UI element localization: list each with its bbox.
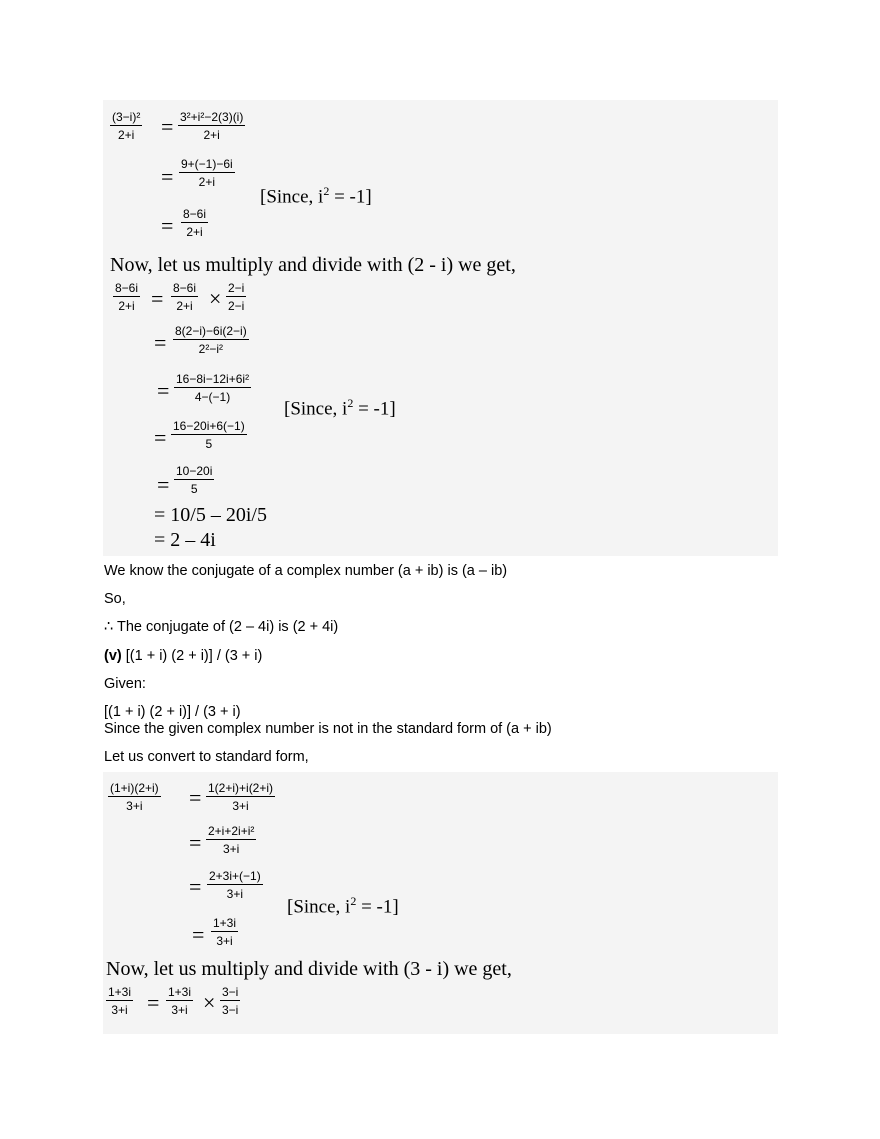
equals-sign: = xyxy=(161,114,174,139)
therefore-text: ∴ The conjugate of (2 – 4i) is (2 + 4i) xyxy=(104,619,339,635)
numerator: 16−20i+6(−1) xyxy=(173,419,245,433)
numerator: 16−8i−12i+6i² xyxy=(176,372,250,386)
fraction xyxy=(174,372,251,404)
fraction xyxy=(226,281,246,313)
equals-sign: = xyxy=(192,922,205,947)
denominator: 2+i xyxy=(203,128,220,142)
not-standard-text: Since the given complex number is not in the standard form of (a + ib) xyxy=(104,721,552,737)
so-text: So, xyxy=(104,591,126,607)
equals-sign: = xyxy=(151,286,164,311)
denominator: 3+i xyxy=(216,934,233,948)
numerator: 3−i xyxy=(222,985,239,999)
denominator: 2+i xyxy=(117,128,135,142)
convert-text: Let us convert to standard form, xyxy=(104,749,309,765)
result-line: = 10/5 – 20i/5 xyxy=(154,504,267,526)
multiply-divide-line: Now, let us multiply and divide with (2 - i) we get, xyxy=(110,254,516,276)
denominator: 3+i xyxy=(126,799,143,813)
fraction xyxy=(179,157,235,189)
given-text: Given: xyxy=(104,676,146,692)
conjugate-rule-text: We know the conjugate of a complex number (a + ib) is (a – ib) xyxy=(104,563,508,579)
denominator: 3+i xyxy=(223,842,240,856)
numerator: 3²+i²−2(3)(i) xyxy=(180,110,244,124)
denominator: 2−i xyxy=(228,299,245,313)
denominator: 4−(−1) xyxy=(194,390,231,404)
result-line: = 2 – 4i xyxy=(154,529,216,551)
times-sign: × xyxy=(203,990,216,1015)
times-sign: × xyxy=(209,286,222,311)
equals-sign: = xyxy=(161,164,174,189)
denominator: 2+i xyxy=(198,175,216,189)
denominator: 3−i xyxy=(222,1003,239,1017)
fraction xyxy=(171,281,198,313)
denominator: 5 xyxy=(190,482,198,496)
denominator: 2+i xyxy=(118,299,135,313)
fraction xyxy=(181,207,208,239)
denominator: 2+i xyxy=(186,225,203,239)
fraction xyxy=(174,464,214,496)
fraction xyxy=(166,985,193,1017)
fraction xyxy=(206,781,275,813)
since-note: [Since, $i^2 = -1$] xyxy=(284,396,396,420)
denominator: 3+i xyxy=(226,887,244,901)
numerator: 8−6i xyxy=(173,281,197,295)
denominator: 3+i xyxy=(232,799,249,813)
equals-sign: = xyxy=(154,330,167,355)
fraction xyxy=(108,781,161,813)
denominator: 5 xyxy=(205,437,213,451)
numerator: 2+3i+(−1) xyxy=(209,869,261,883)
numerator: 2+i+2i+i² xyxy=(208,824,255,838)
multiply-divide-line: Now, let us multiply and divide with (3 - i) we get, xyxy=(106,958,512,980)
numerator: 1(2+i)+i(2+i) xyxy=(208,781,274,795)
given-expression: [(1 + i) (2 + i)] / (3 + i) xyxy=(104,704,241,720)
fraction xyxy=(113,281,140,313)
equals-sign: = xyxy=(161,213,174,238)
equals-sign: = xyxy=(157,472,170,497)
denominator: 3+i xyxy=(111,1003,128,1017)
since-note: [Since, $i^2 = -1$] xyxy=(260,184,372,208)
fraction xyxy=(220,985,240,1017)
numerator: 9+(−1)−6i xyxy=(181,157,233,171)
numerator: 1+3i xyxy=(108,985,132,999)
fraction xyxy=(206,824,256,856)
numerator: 8−6i xyxy=(115,281,139,295)
denominator: 2²−i² xyxy=(198,342,224,356)
fraction xyxy=(211,916,238,948)
part-heading xyxy=(104,647,262,665)
numerator: 2−i xyxy=(228,281,245,295)
equals-sign: = xyxy=(189,785,202,810)
since-note: [Since, $i^2 = -1$] xyxy=(287,894,399,918)
fraction xyxy=(110,110,142,142)
part-expression: [(1 + i) (2 + i)] / (3 + i) xyxy=(121,648,263,664)
equals-sign: = xyxy=(147,990,160,1015)
equals-sign: = xyxy=(189,830,202,855)
fraction xyxy=(178,110,245,142)
fraction xyxy=(106,985,133,1017)
equals-sign: = xyxy=(157,378,170,403)
equals-sign: = xyxy=(154,425,167,450)
equals-sign: = xyxy=(189,874,202,899)
numerator: 8−6i xyxy=(183,207,207,221)
numerator: 1+3i xyxy=(168,985,192,999)
numerator: 8(2−i)−6i(2−i) xyxy=(175,324,247,338)
fraction xyxy=(207,869,263,901)
denominator: 3+i xyxy=(171,1003,188,1017)
fraction xyxy=(171,419,247,451)
fraction xyxy=(173,324,249,356)
numerator: (1+i)(2+i) xyxy=(110,781,159,795)
numerator: 10−20i xyxy=(176,464,213,478)
numerator: (3−i)² xyxy=(112,110,141,124)
numerator: 1+3i xyxy=(213,916,237,930)
denominator: 2+i xyxy=(176,299,193,313)
part-label: (v) xyxy=(104,648,122,664)
